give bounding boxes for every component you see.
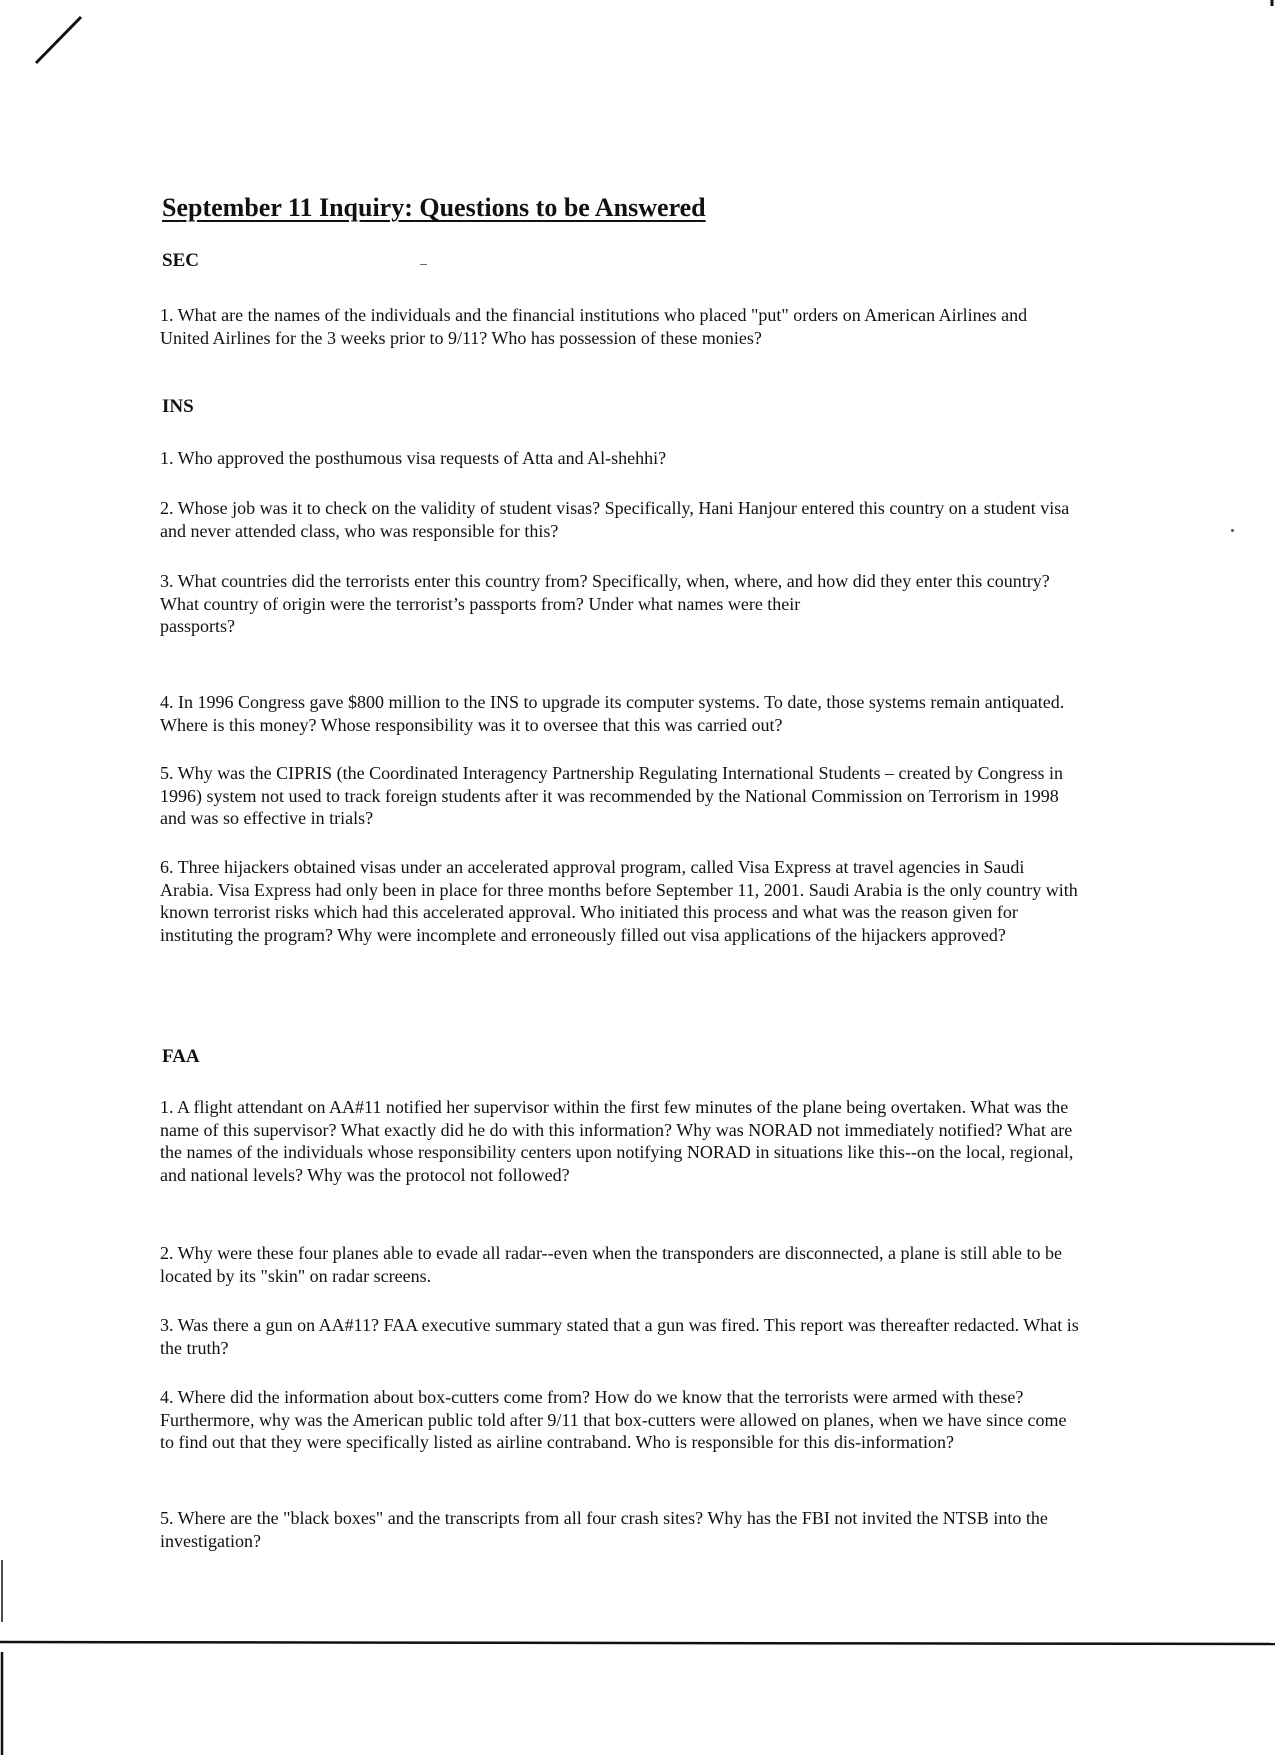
section-heading-sec: SEC <box>162 250 199 271</box>
scan-speck <box>420 264 427 265</box>
question-faa-5: 5. Where are the "black boxes" and the transcripts from all four crash sites? Why has the FBI not invited the NTSB into the investigation? <box>160 1508 1048 1551</box>
scan-speck <box>1231 529 1234 532</box>
section-heading-ins: INS <box>162 396 194 417</box>
question-ins-4: 4. In 1996 Congress gave $800 million to the INS to upgrade its computer systems. To date, those systems remain antiquated. Where is this money? Whose responsibility was it to oversee that this was carried out? <box>160 692 1065 735</box>
question-faa-2: 2. Why were these four planes able to evade all radar--even when the transponders are disconnected, a plane is still able to be located by its "skin" on radar screens. <box>160 1243 1062 1286</box>
question-ins-5: 5. Why was the CIPRIS (the Coordinated Interagency Partnership Regulating International Students – created by Congress in 1996) system not used to track foreign students after it was recommended by the National Commission on Terrorism in 1998 and was so effective in trials? <box>160 763 1063 828</box>
question-sec-1: 1. What are the names of the individuals and the financial institutions who placed "put" orders on American Airlines and United Airlines for the 3 weeks prior to 9/11? Who has possession of these monies? <box>160 305 1028 348</box>
question-faa-3: 3. Was there a gun on AA#11? FAA executive summary stated that a gun was fired. This report was thereafter redacted. What is the truth? <box>160 1315 1079 1358</box>
question-faa-4: 4. Where did the information about box-cutters come from? How do we know that the terrorists were armed with these? Furthermore, why was the American public told after 9/11 that box-cutters were allowed on planes, when we have since come to find out that they were specifically listed as airline contraband. Who is responsible for this dis-information? <box>160 1387 1067 1452</box>
question-ins-6: 6. Three hijackers obtained visas under an accelerated approval program, called Visa Express at travel agencies in Saudi Arabia. Visa Express had only been in place for three months before September 11, 2001. Saudi Arabia is the only country with known terrorist risks which had this accelerated approval. Who initiated this process and what was the reason given for instituting the program? Why were incomplete and erroneously filled out visa applications of the hijackers approved? <box>160 857 1078 945</box>
page-title: September 11 Inquiry: Questions to be Answered <box>162 193 706 222</box>
question-faa-1: 1. A flight attendant on AA#11 notified her supervisor within the first few minutes of the plane being overtaken. What was the name of this supervisor? What exactly did he do with this information? Why was NORAD not immediately notified? What are the names of the individuals whose responsibility centers upon notifying NORAD in situations like this--on the local, regional, and national levels? Why was the protocol not followed? <box>160 1097 1074 1185</box>
question-ins-2: 2. Whose job was it to check on the validity of student visas? Specifically, Hani Hanjour entered this country on a student visa and never attended class, who was responsible for this? <box>160 498 1070 541</box>
question-ins-3: 3. What countries did the terrorists enter this country from? Specifically, when, where, and how did they enter this country? What country of origin were the terrorist’s passports from? Under what names were their passports? <box>160 571 1050 636</box>
section-heading-faa: FAA <box>162 1046 200 1067</box>
question-ins-1: 1. Who approved the posthumous visa requests of Atta and Al-shehhi? <box>160 448 667 468</box>
